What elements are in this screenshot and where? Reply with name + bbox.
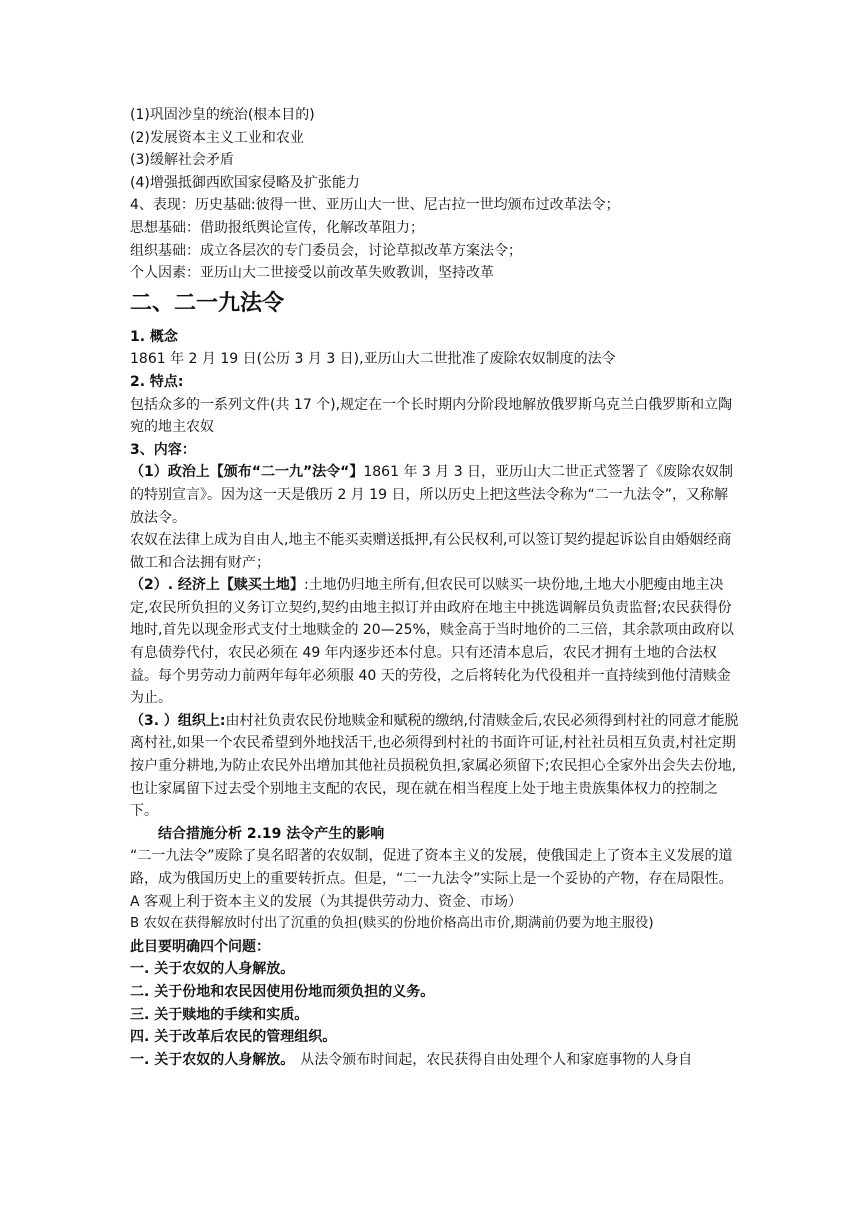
intro-line-7: 组织基础：成立各层次的专门委员会，讨论草拟改革方案法令； [130,242,522,259]
question-item-4: 四. 关于改革后农民的管理组织。 [130,1029,337,1046]
economic-text: :土地仍归地主所有,但农民可以赎买一块份地,土地大小肥瘦由地主决定,农民所负担的义务订立契约,契约由地主拟订并由政府在地主中挑选调解员负责监督;农民获得份地时,首先以现金形式支付土地赎金的 20—25%，赎金高于当时地价的二三倍，其余款项由政府以有息债券代付，农民必须在 49 年内逐步还本付息。只有还清本息后，农民才拥有土地的合法权益。每个男劳动力前两年每年必须服 40 天的劳役，之后将转化为代役租并一直持续到他付清赎金为止。 [130,577,734,707]
features-heading: 2. 特点: [130,373,184,390]
features-text: 包括众多的一系列文件(共 17 个),规定在一个长时期内分阶段地解放俄罗斯乌克兰白俄罗斯和立陶宛的地主农奴 [130,396,733,436]
last-label: 一. 关于农奴的人身解放。 [130,1051,295,1068]
last-text: 从法令颁布时间起，农民获得自由处理个人和家庭事物的人身自 [300,1051,693,1068]
intro-line-2: (2)发展资本主义工业和农业 [130,129,304,146]
content-heading: 3、内容： [130,441,196,458]
political-paragraph [130,461,740,529]
intro-line-3: (3)缓解社会矛盾 [130,152,234,169]
analysis-point-a: A 客观上利于资本主义的发展（为其提供劳动力、资金、市场） [130,893,523,910]
political-label: （1）政治上【颁布“二一九”法令“】 [130,464,364,481]
question-item-3: 三. 关于赎地的手续和实质。 [130,1006,309,1023]
question-item-2: 二. 关于份地和农民因使用份地而须负担的义务。 [130,983,435,1000]
section-title: 二、二一九法令 [130,290,285,316]
org-paragraph [130,710,740,823]
document-page [130,104,740,1071]
org-text: 由村社负责农民份地赎金和赋税的缴纳,付清赎金后,农民必须得到村社的同意才能脱离村社,如果一个农民希望到外地找活干,也必须得到村社的书面许可证,村社社员相互负责,村社定期按户重分耕地,为防止农民外出增加其他社员损税负担,家属必须留下;农民担心全家外出会失去份地,也让家属留下过去受个别地主支配的农民，现在就在相当程度上处于地主贵族集体权力的控制之下。 [130,712,739,820]
question-item-1: 一. 关于农奴的人身解放。 [130,961,295,978]
intro-line-1: (1)巩固沙皇的统治(根本目的) [130,107,315,123]
intro-line-8: 个人因素：亚历山大二世接受以前改革失败教训，坚持改革 [130,265,494,282]
analysis-heading: 结合措施分析 2.19 法令产生的影响 [158,825,385,842]
concept-text: 1861 年 2 月 19 日(公历 3 月 3 日),亚历山大二世批准了废除农奴制度的法令 [130,351,616,368]
analysis-text: “二一九法令”废除了臭名昭著的农奴制，促进了资本主义的发展，使俄国走上了资本主义发展的道路，成为俄国历史上的重要转折点。但是，“二一九法令”实际上是一个妥协的产物，存在局限性。 [130,848,733,887]
intro-line-4: (4)增强抵御西欧国家侵略及扩张能力 [130,174,360,191]
political-text-2: 农奴在法律上成为自由人,地主不能买卖赠送抵押,有公民权利,可以签订契约提起诉讼自由婚姻经商做工和合法拥有财产； [130,532,732,571]
analysis-point-b: B 农奴在获得解放时付出了沉重的负担(赎买的份地价格高出市价,期满前仍要为地主服役) [130,916,654,932]
economic-paragraph [130,574,740,710]
economic-label: （2）. 经济上【赎买土地】 [130,577,304,594]
org-label: （3. ）组织上: [130,712,226,729]
political-text: 1861 年 3 月 3 日，亚历山大二世正式签署了《废除农奴制的特别宣言》。因为这一天是俄历 2 月 19 日，所以历史上把这些法令称为“二一九法令”，又称解放法令。 [130,464,734,526]
intro-line-5: 4、表现：历史基础:彼得一世、亚历山大一世、尼古拉一世均颁布过改革法令； [130,197,620,214]
concept-heading: 1. 概念 [130,328,178,345]
intro-line-6: 思想基础：借助报纸舆论宣传，化解改革阻力； [130,219,424,236]
last-paragraph [130,1049,740,1072]
questions-heading: 此目要明确四个问题： [130,938,270,955]
